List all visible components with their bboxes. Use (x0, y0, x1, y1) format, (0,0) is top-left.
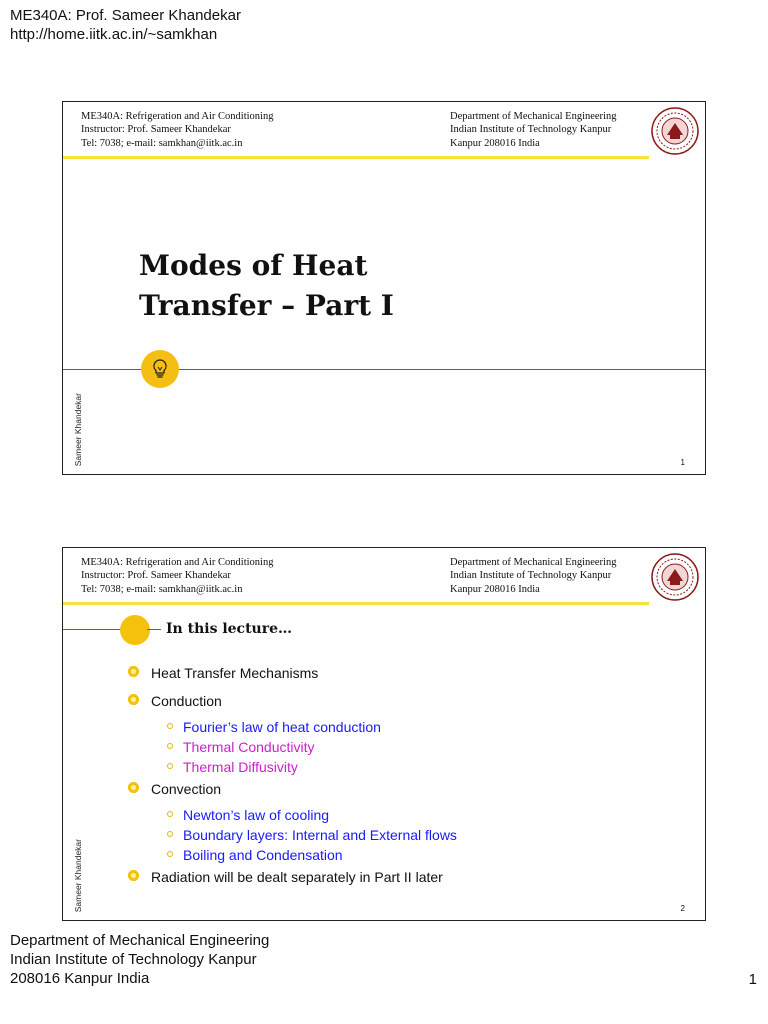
sub-bullet-text: Boundary layers: Internal and External flows (183, 827, 457, 843)
instructor: Instructor: Prof. Sameer Khandekar (81, 570, 231, 582)
address: Kanpur 208016 India (450, 583, 540, 595)
footer-line: Department of Mechanical Engineering (10, 932, 270, 949)
sub-bullet-icon (167, 811, 173, 817)
contact: Tel: 7038; e-mail: samkhan@iitk.ac.in (81, 583, 243, 595)
institute: Indian Institute of Technology Kanpur (450, 124, 612, 136)
bullet-icon (128, 666, 139, 677)
page-number: 1 (748, 971, 757, 988)
page-header (10, 6, 241, 44)
sub-bullet-icon (167, 723, 173, 729)
iitk-seal-icon (651, 107, 699, 155)
slide-title (139, 246, 394, 326)
author-side-label: Sameer Khandekar (73, 392, 83, 466)
slide-number: 2 (680, 904, 685, 913)
page-header-url[interactable]: http://home.iitk.ac.in/~samkhan (10, 26, 218, 43)
section-heading: In this lecture… (166, 621, 292, 637)
bullet-text: Convection (151, 781, 222, 797)
lightbulb-icon (141, 350, 179, 388)
course-name: ME340A: Refrigeration and Air Conditioning (81, 111, 274, 122)
slide-header-course (81, 110, 273, 150)
address: Kanpur 208016 India (450, 137, 540, 149)
slide-number: 1 (680, 458, 685, 467)
section-badge (120, 615, 150, 645)
department: Department of Mechanical Engineering (450, 111, 617, 122)
author-side-label: Sameer Khandekar (73, 838, 83, 912)
sub-bullet-icon (167, 831, 173, 837)
bullet-icon (128, 694, 139, 705)
institute: Indian Institute of Technology Kanpur (450, 570, 612, 582)
department: Department of Mechanical Engineering (450, 557, 617, 568)
slide-2 (62, 547, 706, 921)
header-rule (63, 156, 649, 159)
slide-header-course (81, 556, 273, 596)
sub-bullet-icon (167, 851, 173, 857)
slide-header-dept (450, 556, 616, 596)
page-header-line: ME340A: Prof. Sameer Khandekar (10, 7, 241, 24)
slide-1 (62, 101, 706, 475)
sub-bullet-icon (167, 763, 173, 769)
sub-bullet-text: Thermal Conductivity (183, 739, 315, 755)
course-name: ME340A: Refrigeration and Air Conditioning (81, 557, 274, 568)
bullet-text: Conduction (151, 693, 222, 709)
section-rule-tail (147, 629, 161, 630)
title-line-2: Transfer – Part I (139, 289, 394, 322)
instructor: Instructor: Prof. Sameer Khandekar (81, 124, 231, 136)
header-rule (63, 602, 649, 605)
sub-bullet-text: Fourier’s law of heat conduction (183, 719, 381, 735)
bullet-icon (128, 870, 139, 881)
sub-bullet-text: Thermal Diffusivity (183, 759, 298, 775)
bullet-text: Heat Transfer Mechanisms (151, 665, 319, 681)
sub-bullet-text: Newton’s law of cooling (183, 807, 330, 823)
page-footer (10, 931, 269, 988)
slide-header-dept (450, 110, 616, 150)
iitk-seal-icon (651, 553, 699, 601)
bullet-icon (128, 782, 139, 793)
footer-line: Indian Institute of Technology Kanpur (10, 951, 257, 968)
bullet-text: Radiation will be dealt separately in Part II later (151, 869, 443, 885)
sub-bullet-icon (167, 743, 173, 749)
sub-bullet-text: Boiling and Condensation (183, 847, 343, 863)
contact: Tel: 7038; e-mail: samkhan@iitk.ac.in (81, 137, 243, 149)
lightbulb-badge (141, 350, 179, 388)
footer-line: 208016 Kanpur India (10, 970, 150, 987)
title-line-1: Modes of Heat (139, 249, 368, 282)
